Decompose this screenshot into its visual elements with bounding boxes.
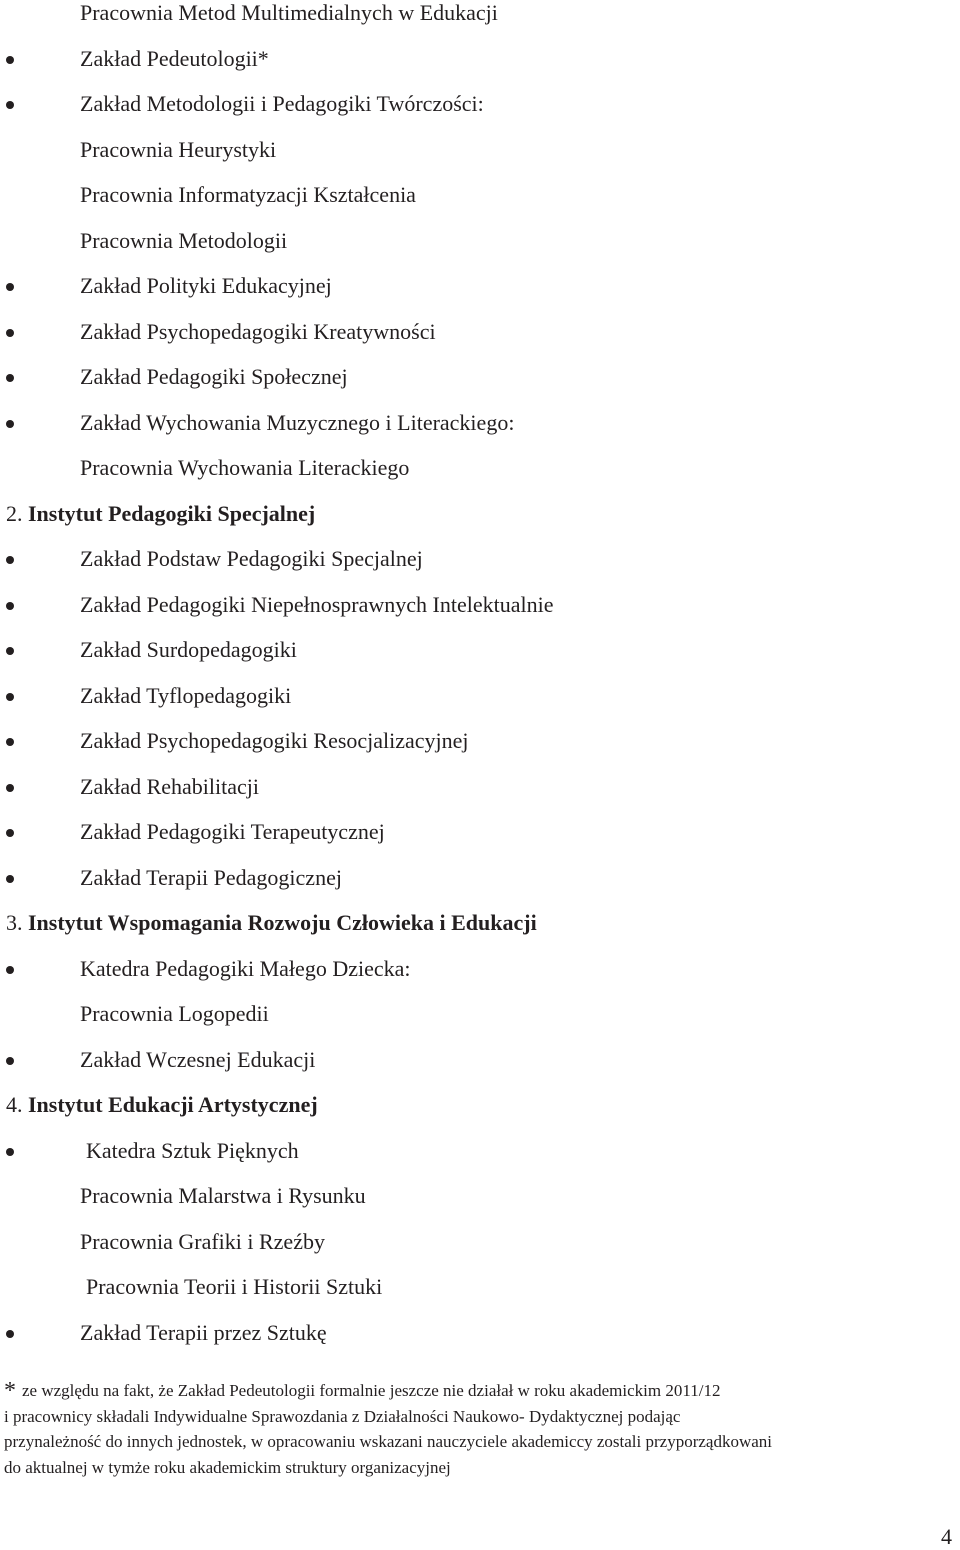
footnote-text: przynależność do innych jednostek, w opracowaniu wskazani nauczyciele akademiccy zostali przyporządkowani: [4, 1432, 772, 1451]
bullet-list-item: Zakład Pedagogiki Niepełnosprawnych Intelektualnie: [80, 591, 554, 617]
bullet-list-item: Zakład Terapii przez Sztukę: [80, 1319, 327, 1345]
sub-list-item: Pracownia Teorii i Historii Sztuki: [86, 1274, 383, 1299]
footnote-line: [4, 1380, 720, 1402]
sub-list-item: Pracownia Wychowania Literackiego: [80, 455, 410, 480]
bullet-icon: [6, 283, 14, 291]
section-number: 3.: [6, 910, 23, 935]
sub-list-item: Pracownia Heurystyki: [80, 136, 277, 162]
bullet-icon: [6, 329, 14, 337]
footnote-line: [4, 1457, 451, 1479]
section-number: 4.: [6, 1092, 23, 1117]
sub-list-item: Pracownia Metod Multimedialnych w Edukacji: [80, 0, 498, 25]
bullet-icon: [6, 738, 14, 746]
bullet-list-item: Zakład Pedagogiki Społecznej: [80, 364, 348, 389]
bullet-list-item: Zakład Psychopedagogiki Kreatywności: [80, 318, 436, 344]
section-title: Instytut Edukacji Artystycznej: [28, 1092, 318, 1117]
bullet-icon: [6, 784, 14, 792]
bullet-icon: [6, 829, 14, 837]
sub-list-item: Pracownia Metodologii: [80, 227, 288, 253]
footnote-marker: *: [4, 1378, 16, 1404]
bullet-icon: [6, 693, 14, 701]
bullet-list-item: Zakład Podstaw Pedagogiki Specjalnej: [80, 546, 423, 571]
sub-list-item: Pracownia Malarstwa i Rysunku: [80, 1183, 366, 1208]
section-title: Instytut Wspomagania Rozwoju Człowieka i Edukacji: [28, 910, 537, 935]
bullet-icon: [6, 875, 14, 883]
footnote-text: i pracownicy składali Indywidualne Sprawozdania z Działalności Naukowo- Dydaktycznej podając: [4, 1406, 681, 1426]
bullet-icon: [6, 602, 14, 610]
bullet-list-item: Zakład Psychopedagogiki Resocjalizacyjnej: [80, 728, 469, 753]
bullet-list-item: Katedra Sztuk Pięknych: [86, 1137, 299, 1163]
bullet-list-item: Zakład Tyflopedagogiki: [80, 682, 292, 708]
sub-list-item: Pracownia Informatyzacji Kształcenia: [80, 182, 416, 207]
bullet-list-item: Zakład Wczesnej Edukacji: [80, 1046, 316, 1072]
bullet-list-item: Zakład Metodologii i Pedagogiki Twórczości:: [80, 91, 484, 116]
section-heading: [6, 910, 537, 936]
bullet-icon: [6, 374, 14, 382]
bullet-icon: [6, 966, 14, 974]
bullet-icon: [6, 101, 14, 109]
footnote-text: ze względu na fakt, że Zakład Pedeutologii formalnie jeszcze nie działał w roku akademickim 2011/12: [22, 1381, 721, 1400]
bullet-list-item: Zakład Rehabilitacji: [80, 773, 259, 799]
bullet-list-item: Zakład Pedeutologii*: [80, 45, 269, 71]
section-heading: [6, 501, 315, 527]
bullet-list-item: Zakład Polityki Edukacyjnej: [80, 273, 332, 298]
footnote-line: [4, 1406, 680, 1428]
page-number: 4: [941, 1524, 952, 1549]
footnote-text: do aktualnej w tymże roku akademickim struktury organizacyjnej: [4, 1457, 451, 1477]
section-heading: [6, 1092, 318, 1118]
bullet-list-item: Zakład Terapii Pedagogicznej: [80, 864, 342, 890]
bullet-list-item: Zakład Wychowania Muzycznego i Literackiego:: [80, 409, 515, 435]
bullet-icon: [6, 420, 14, 428]
sub-list-item: Pracownia Logopedii: [80, 1001, 269, 1026]
bullet-icon: [6, 1148, 14, 1156]
bullet-list-item: Katedra Pedagogiki Małego Dziecka:: [80, 955, 411, 981]
bullet-list-item: Zakład Surdopedagogiki: [80, 637, 297, 662]
section-title: Instytut Pedagogiki Specjalnej: [28, 500, 316, 526]
bullet-list-item: Zakład Pedagogiki Terapeutycznej: [80, 819, 385, 844]
footnote-line: [4, 1431, 772, 1453]
bullet-icon: [6, 1330, 14, 1338]
sub-list-item: Pracownia Grafiki i Rzeźby: [80, 1228, 325, 1254]
bullet-icon: [6, 647, 14, 655]
bullet-icon: [6, 556, 14, 564]
section-number: 2.: [6, 500, 23, 526]
bullet-icon: [6, 1057, 14, 1065]
bullet-icon: [6, 56, 14, 64]
